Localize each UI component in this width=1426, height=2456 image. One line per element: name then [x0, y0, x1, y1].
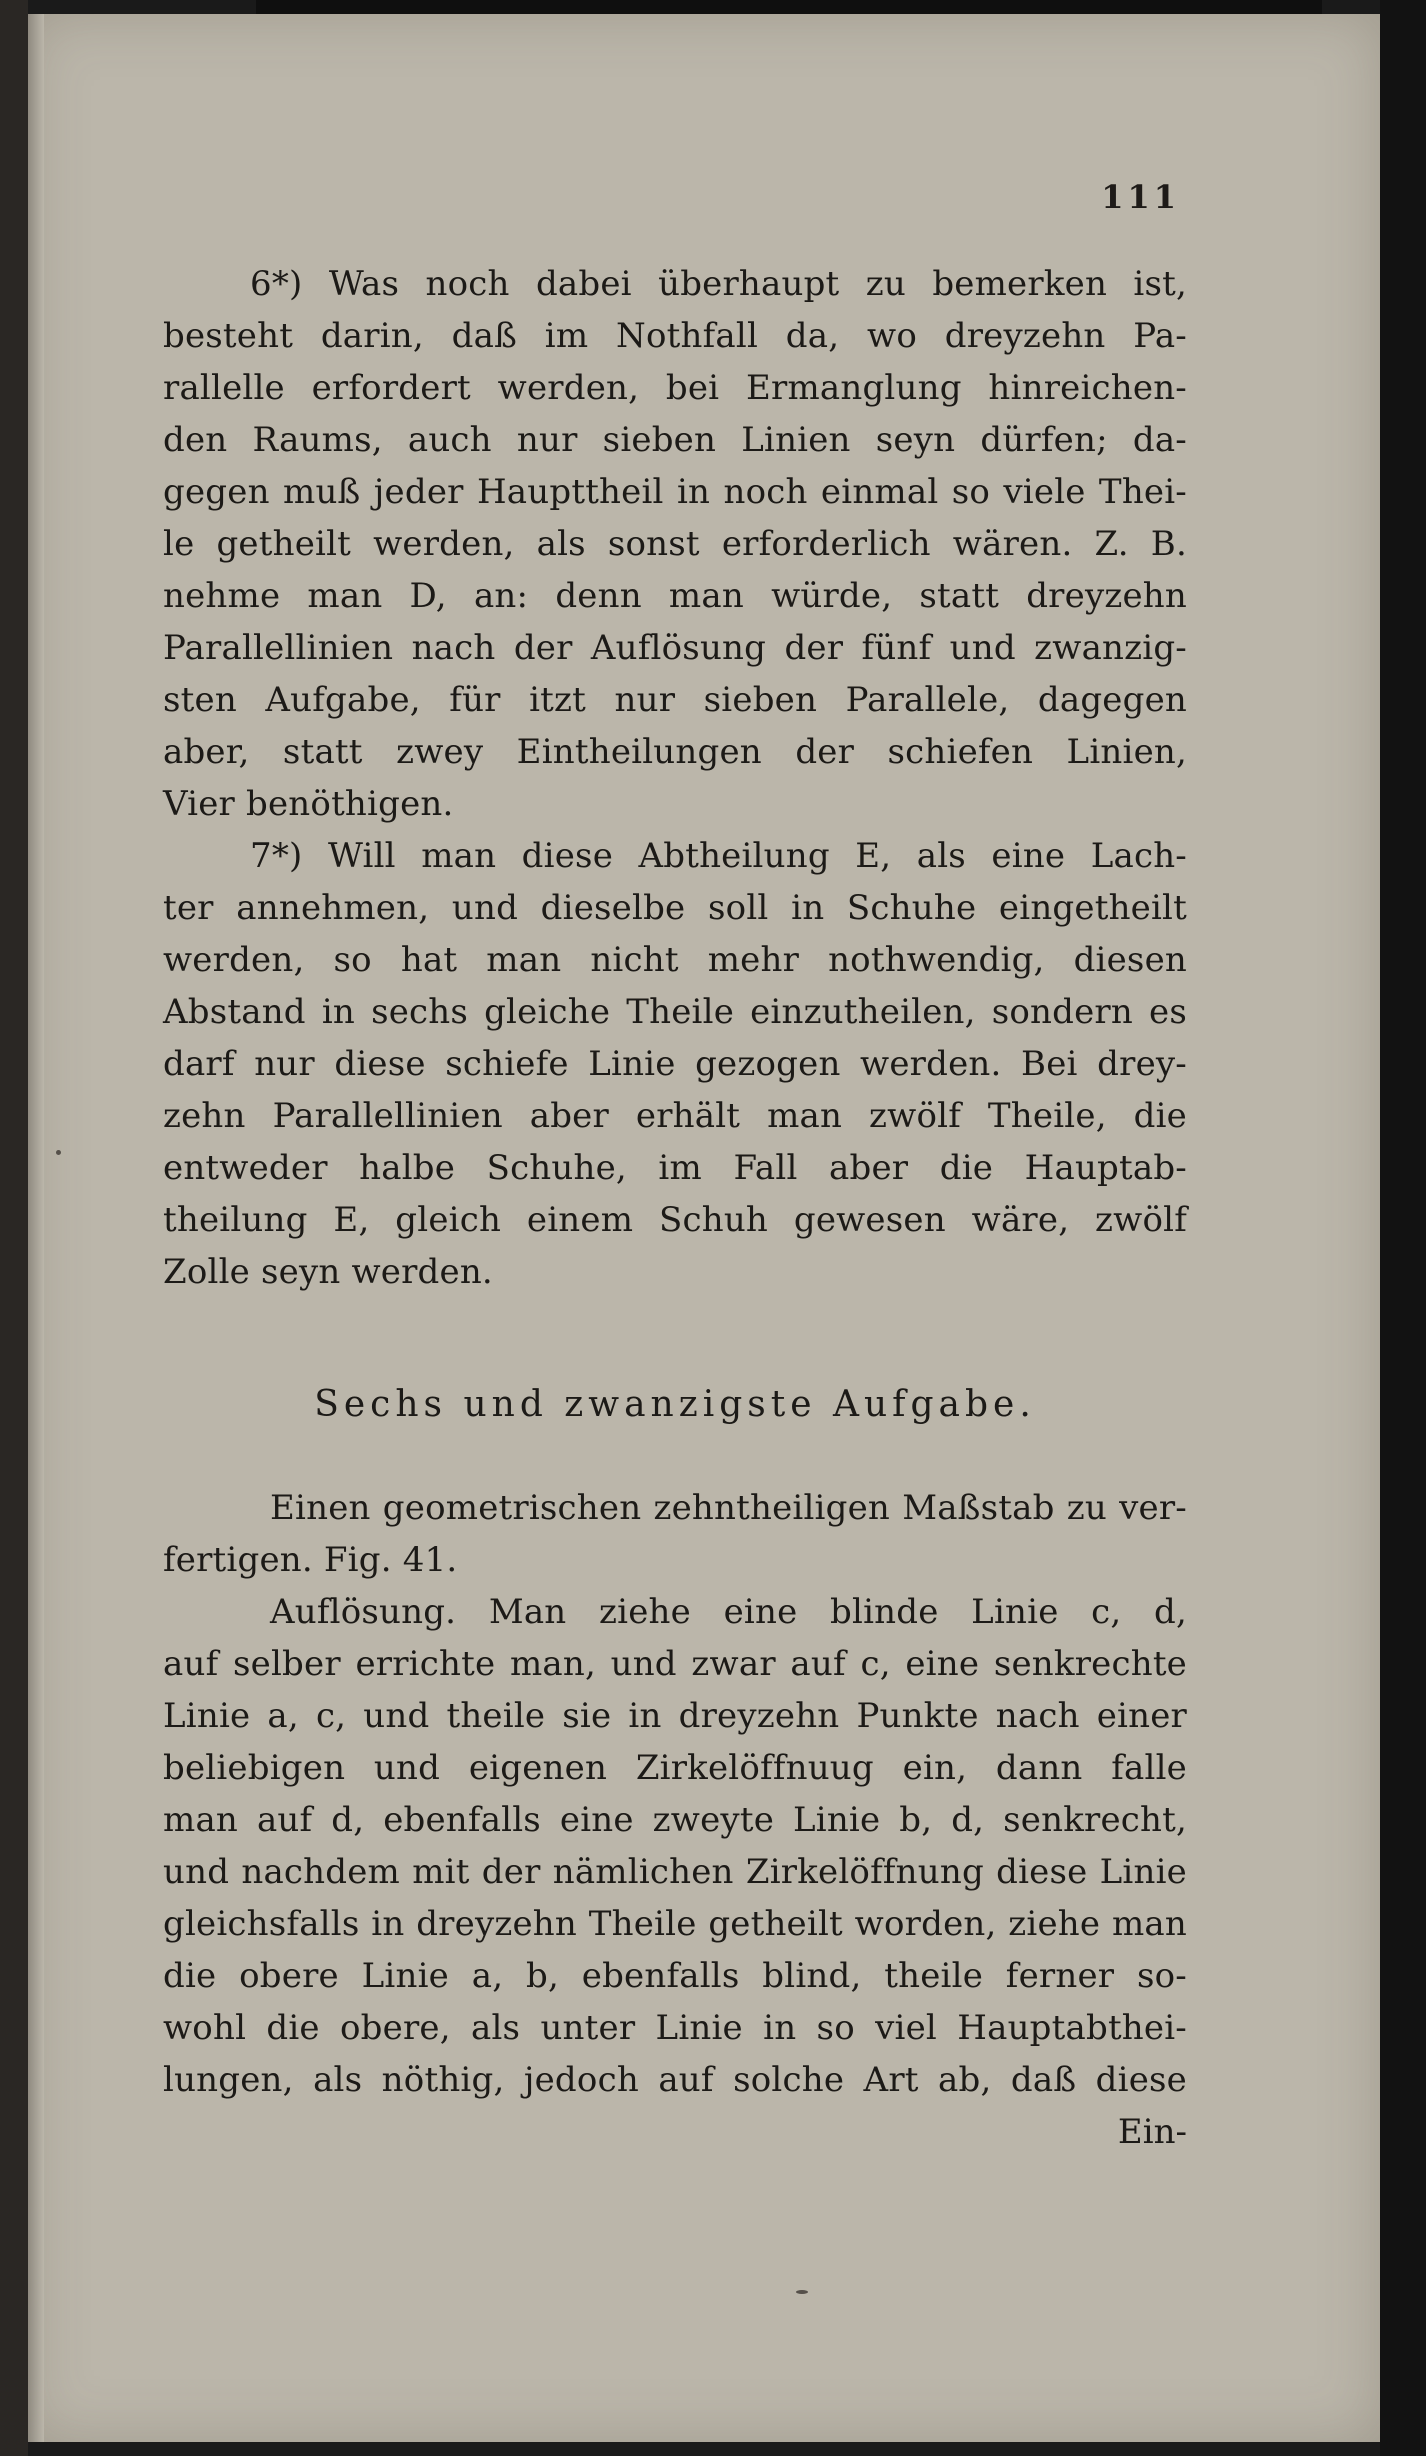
text-line: nehme man D, an: denn man würde, statt dreyzehn [163, 576, 1187, 616]
text-line: beliebigen und eigenen Zirkelöffnuug ein, dann falle [163, 1748, 1187, 1788]
page-number: 111 [1101, 178, 1180, 216]
book-gutter [0, 0, 28, 2456]
text-line: die obere Linie a, b, ebenfalls blind, theile ferner so- [163, 1956, 1187, 1996]
text-line: 7*) Will man diese Abtheilung E, als eine Lach- [250, 836, 1187, 876]
section-heading: Sechs und zwanzigste Aufgabe. [314, 1384, 1036, 1425]
text-line: man auf d, ebenfalls eine zweyte Linie b, d, senkrecht, [163, 1800, 1187, 1840]
text-line: 6*) Was noch dabei überhaupt zu bemerken ist, [250, 264, 1187, 304]
text-line: rallelle erfordert werden, bei Ermanglung hinreichen- [163, 368, 1187, 408]
text-line: und nachdem mit der nämlichen Zirkelöffnung diese Linie [163, 1852, 1187, 1892]
text-line: sten Aufgabe, für itzt nur sieben Parallele, dagegen [163, 680, 1187, 720]
paper-speck [56, 1150, 61, 1155]
text-line: Einen geometrischen zehntheiligen Maßstab zu ver- [270, 1488, 1187, 1528]
text-line: Abstand in sechs gleiche Theile einzutheilen, sondern es [163, 992, 1187, 1032]
catchword: Ein- [1117, 2112, 1187, 2152]
text-line: werden, so hat man nicht mehr nothwendig, diesen [163, 940, 1187, 980]
page-edge-shadow [28, 14, 44, 2442]
paper-speck [796, 2290, 808, 2294]
text-line: theilung E, gleich einem Schuh gewesen wäre, zwölf [163, 1200, 1187, 1240]
text-line: auf selber errichte man, und zwar auf c, eine senkrechte [163, 1644, 1187, 1684]
text-line: Auflösung. Man ziehe eine blinde Linie c, d, [270, 1592, 1187, 1632]
text-line: Vier benöthigen. [163, 784, 454, 824]
text-line: den Raums, auch nur sieben Linien seyn dürfen; da- [163, 420, 1187, 460]
text-line: wohl die obere, als unter Linie in so viel Hauptabthei- [163, 2008, 1187, 2048]
text-line: Parallellinien nach der Auflösung der fünf und zwanzig- [163, 628, 1187, 668]
text-line: aber, statt zwey Eintheilungen der schiefen Linien, [163, 732, 1187, 772]
text-line: le getheilt werden, als sonst erforderlich wären. Z. B. [163, 524, 1187, 564]
text-line: fertigen. Fig. 41. [163, 1540, 458, 1580]
text-line: gegen muß jeder Haupttheil in noch einmal so viele Thei- [163, 472, 1187, 512]
text-line: lungen, als nöthig, jedoch auf solche Art ab, daß diese [163, 2060, 1187, 2100]
text-line: ter annehmen, und dieselbe soll in Schuhe eingetheilt [163, 888, 1187, 928]
text-line: besteht darin, daß im Nothfall da, wo dreyzehn Pa- [163, 316, 1187, 356]
text-line: zehn Parallellinien aber erhält man zwölf Theile, die [163, 1096, 1187, 1136]
text-line: Zolle seyn werden. [163, 1252, 493, 1292]
text-line: gleichsfalls in dreyzehn Theile getheilt worden, ziehe man [163, 1904, 1187, 1944]
top-border-strip [256, 0, 1322, 14]
right-border-strip [1380, 0, 1426, 2456]
text-line: entweder halbe Schuhe, im Fall aber die Hauptab- [163, 1148, 1187, 1188]
text-line: Linie a, c, und theile sie in dreyzehn Punkte nach einer [163, 1696, 1187, 1736]
text-line: darf nur diese schiefe Linie gezogen werden. Bei drey- [163, 1044, 1187, 1084]
